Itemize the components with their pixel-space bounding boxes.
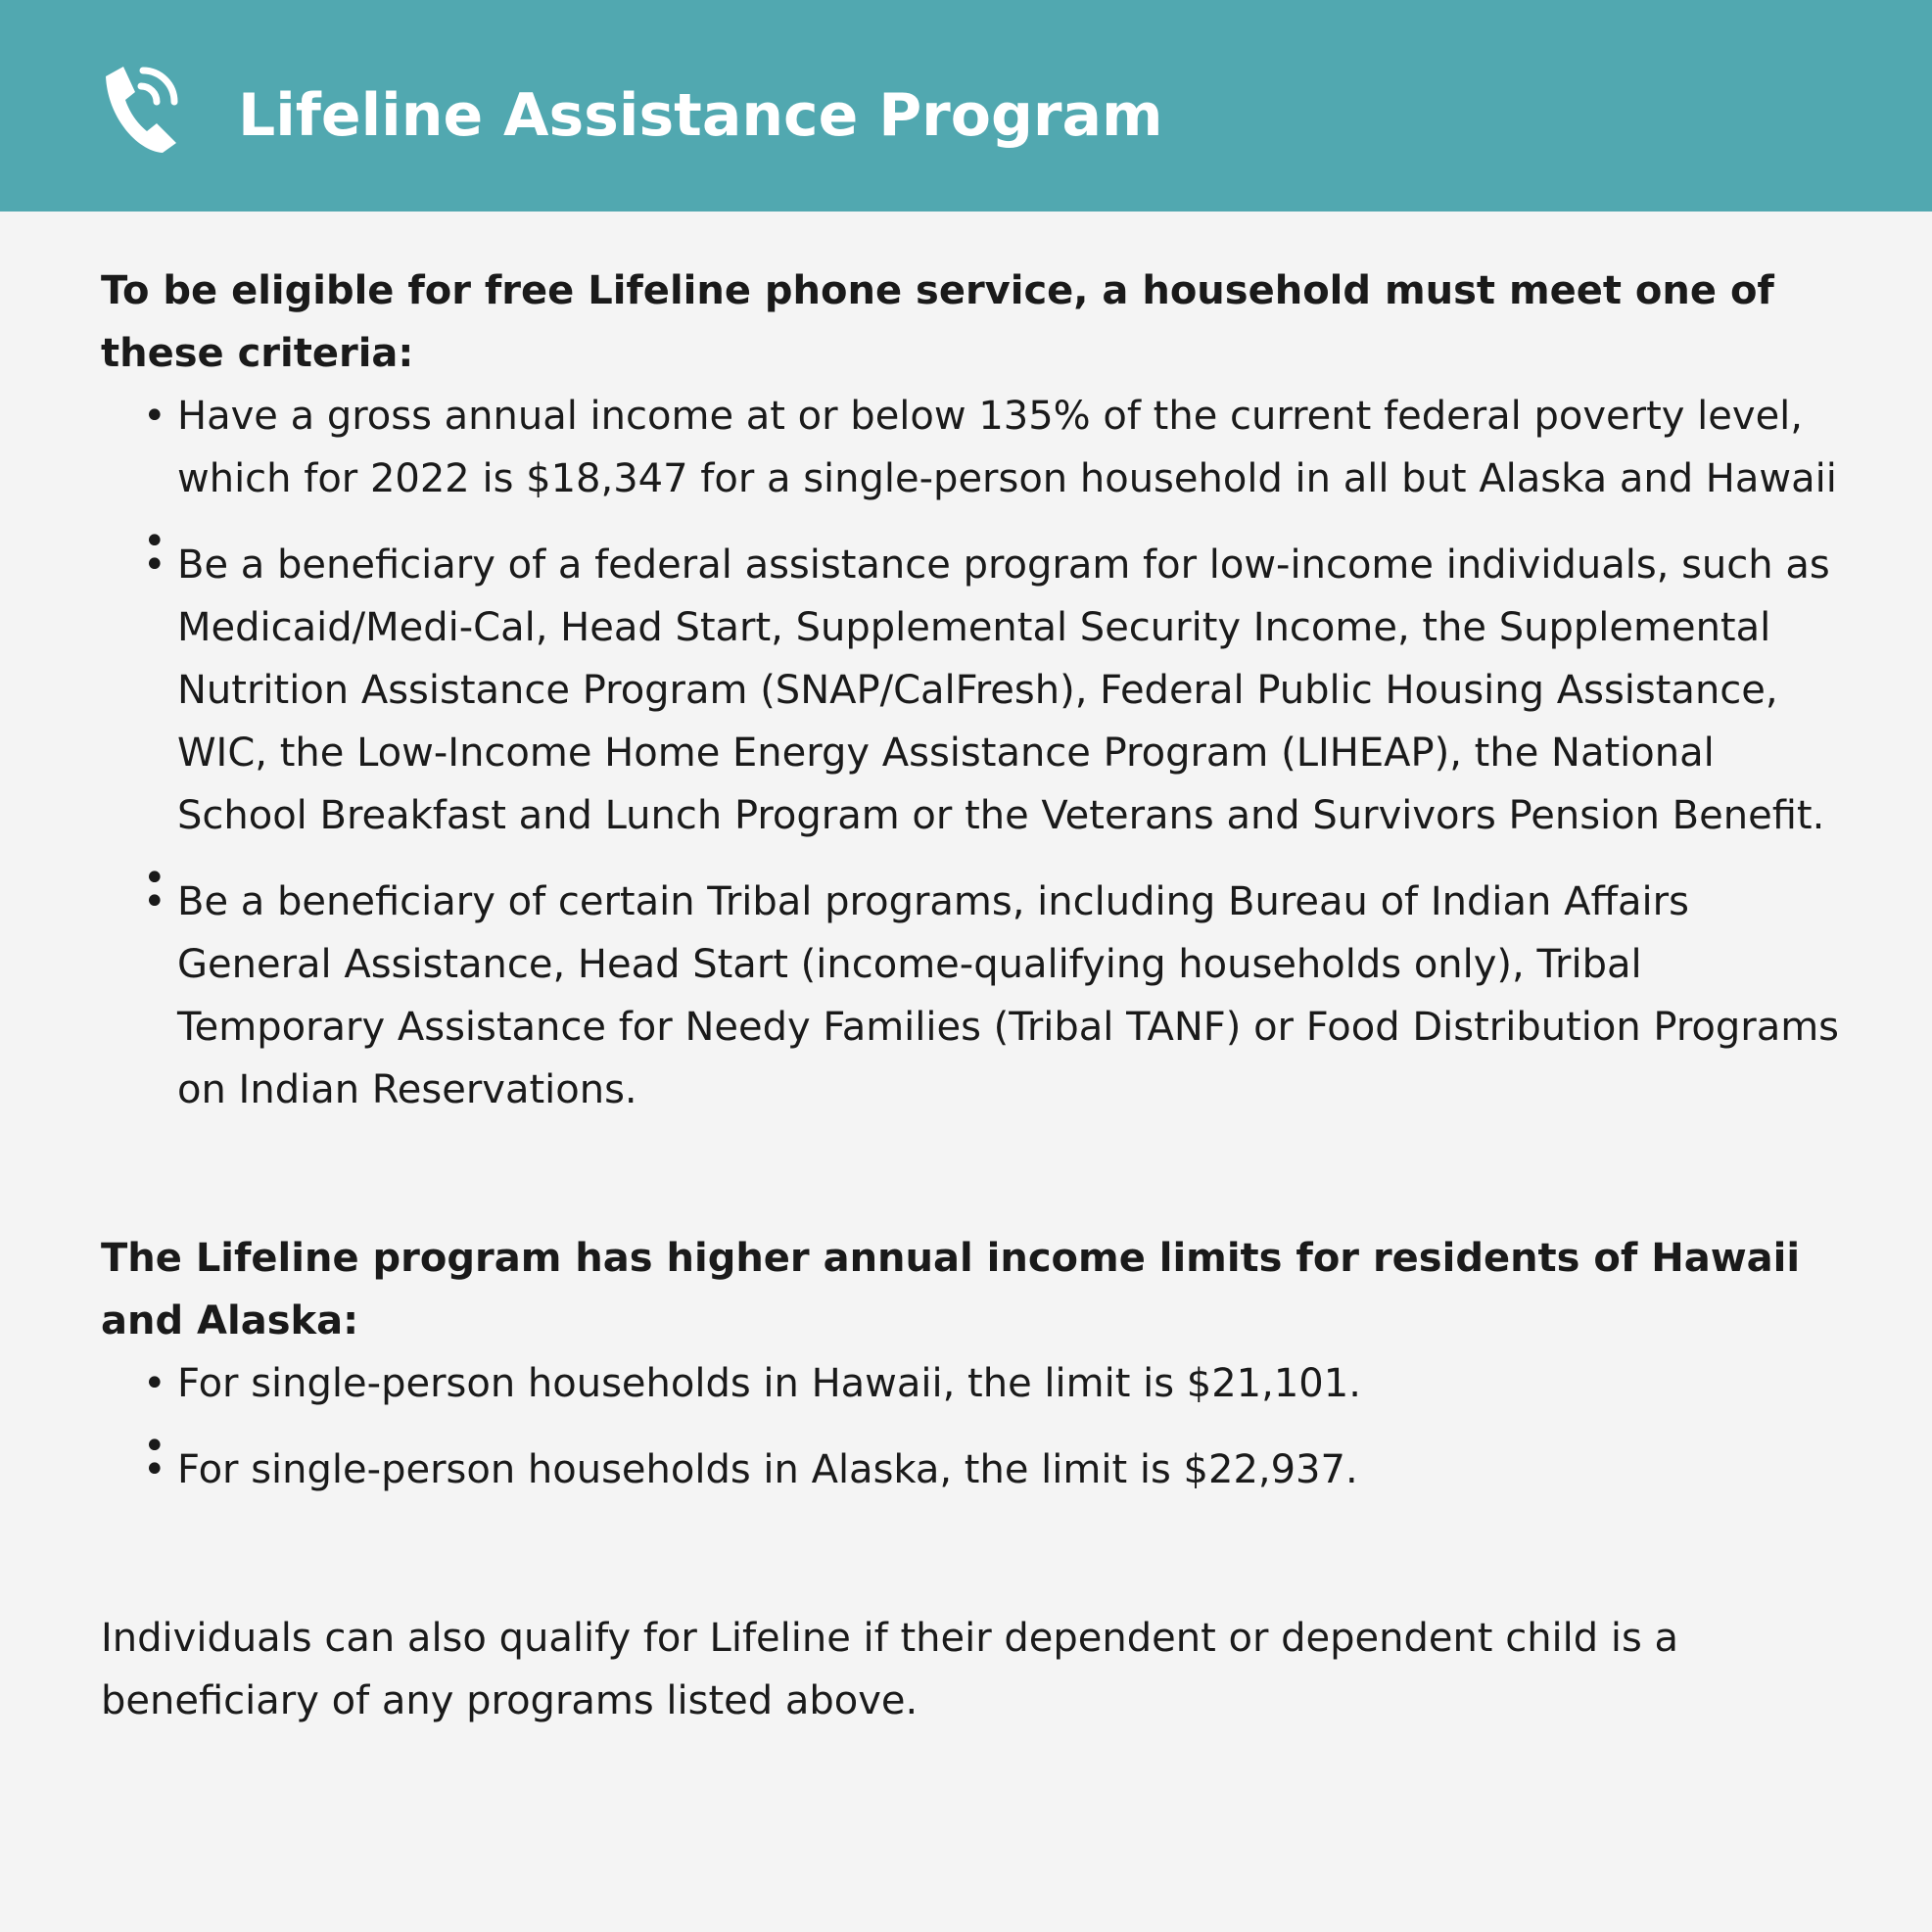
list-item: • Be a beneficiary of a federal assistance program for low-income individuals, such as Medicaid/Medi-Cal, Head Start, Supplemental Security Income, the Supplemental Nutrition Assistance Program (SNAP/CalFresh), Federal Public Housing Assistance, WIC, the Low-Income Home Energy Assistance Program (LIHEAP), the National School Breakfast and Lunch Program or the Veterans and Survivors Pension Benefit.	[101, 534, 1854, 847]
list-item: • Be a beneficiary of certain Tribal programs, including Bureau of Indian Affairs General Assistance, Head Start (income-qualifying households only), Tribal Temporary Assistance for Needy Families (Tribal TANF) or Food Distribution Programs on Indian Reservations.	[101, 871, 1854, 1121]
section-spacer	[101, 1501, 1854, 1607]
list-item: • Have a gross annual income at or below 135% of the current federal poverty level, which for 2022 is $18,347 for a single-person household in all but Alaska and Hawaii	[101, 385, 1854, 510]
section-spacer	[101, 1121, 1854, 1227]
phone-icon	[98, 63, 182, 157]
footer-note: Individuals can also qualify for Lifeline if their dependent or dependent child is a beneficiary of any programs listed above.	[101, 1616, 1679, 1723]
list-item: • For single-person households in Hawaii, the limit is $21,101.	[101, 1352, 1854, 1415]
income-limits-heading: The Lifeline program has higher annual income limits for residents of Hawaii and Alaska:	[101, 1236, 1801, 1343]
main-content	[101, 259, 1854, 1732]
list-spacer	[101, 510, 1854, 534]
list-spacer	[101, 847, 1854, 871]
income-limits-list	[101, 1352, 1854, 1501]
list-spacer	[101, 1415, 1854, 1438]
page-title: Lifeline Assistance Program	[238, 81, 1163, 150]
list-item: • For single-person households in Alaska, the limit is $22,937.	[101, 1438, 1854, 1501]
eligibility-list	[101, 385, 1854, 1121]
header-banner	[0, 0, 1932, 212]
eligibility-heading: To be eligible for free Lifeline phone service, a household must meet one of these criteria:	[101, 268, 1774, 376]
